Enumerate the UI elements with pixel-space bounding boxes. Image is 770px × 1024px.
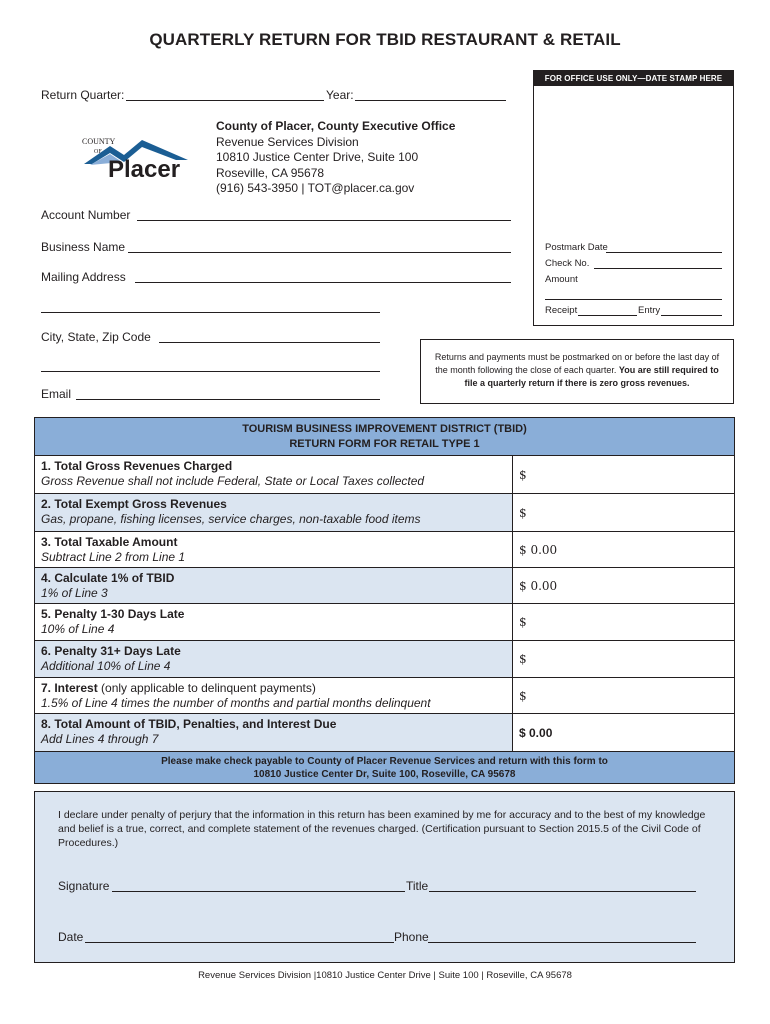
- postmark-date-label: Postmark Date: [545, 242, 608, 253]
- check-no-line[interactable]: [594, 268, 722, 269]
- line-4-amount: $ 0.00: [519, 578, 558, 593]
- line-3-sub: Subtract Line 2 from Line 1: [41, 550, 186, 564]
- table-heading: [35, 418, 734, 456]
- table-row: [35, 641, 734, 678]
- line-1-amount: $: [519, 467, 527, 482]
- account-number-label: Account Number: [41, 208, 131, 222]
- line-8-title: 8. Total Amount of TBID, Penalties, and Interest Due: [41, 717, 337, 731]
- phone-input[interactable]: [428, 929, 696, 943]
- city-state-zip-line2-input[interactable]: [41, 358, 380, 372]
- line-1-amount-field[interactable]: [512, 456, 734, 493]
- line-6-amount: $: [519, 652, 527, 666]
- line-7-sub: 1.5% of Line 4 times the number of months and partial months delinquent: [41, 696, 431, 710]
- receipt-line[interactable]: [578, 315, 637, 316]
- table-row: [35, 456, 734, 494]
- date-input[interactable]: [85, 929, 394, 943]
- line-2-amount-field[interactable]: [512, 494, 734, 531]
- line-1-sub: Gross Revenue shall not include Federal, State or Local Taxes collected: [41, 474, 425, 488]
- notice-normal-text: Returns and payments must be postmarked on or before the last day of the month following the close of each quarter.: [434, 352, 720, 375]
- mailing-address-input[interactable]: [135, 269, 511, 283]
- mailing-address-label: Mailing Address: [41, 270, 126, 284]
- table-heading-line1: TOURISM BUSINESS IMPROVEMENT DISTRICT (TBID): [242, 423, 527, 435]
- title-label: Title: [406, 879, 429, 893]
- line-4-amount-field[interactable]: [512, 568, 734, 603]
- amount-line[interactable]: [545, 299, 722, 300]
- county-logo: [80, 134, 192, 184]
- email-input[interactable]: [76, 386, 380, 400]
- declaration-text: I declare under penalty of perjury that the information in this return has been examined by me for accuracy and to the best of my knowledge and belief is a true, correct, and complete statement of the revenues charged. (Certification pursuant to Section 2015.5 of the Civil Code of Procedures.): [58, 809, 706, 849]
- line-3-amount: $ 0.00: [519, 542, 558, 557]
- phone-label: Phone: [394, 930, 429, 944]
- line-5-amount-field[interactable]: [512, 604, 734, 640]
- line-7-title: 7. Interest: [41, 681, 98, 695]
- receipt-label: Receipt: [545, 305, 578, 316]
- office-use-box: [533, 70, 734, 326]
- return-quarter-label: Return Quarter:: [41, 88, 125, 102]
- address-city: Roseville, CA 95678: [216, 165, 325, 180]
- account-number-input[interactable]: [137, 207, 511, 221]
- business-name-input[interactable]: [128, 239, 511, 253]
- title-input[interactable]: [429, 878, 696, 892]
- table-row: [35, 494, 734, 532]
- amount-label: Amount: [545, 274, 578, 285]
- address-division: Revenue Services Division: [216, 134, 359, 149]
- line-8-amount-field[interactable]: [512, 714, 734, 751]
- office-use-heading: FOR OFFICE USE ONLY—DATE STAMP HERE: [534, 71, 733, 86]
- table-row: [35, 678, 734, 714]
- tbid-return-table: [34, 417, 735, 784]
- email-label: Email: [41, 387, 72, 401]
- postmark-date-line[interactable]: [606, 252, 722, 253]
- city-state-zip-input[interactable]: [159, 329, 380, 343]
- address-org: County of Placer, County Executive Office: [216, 119, 456, 133]
- table-footer-line1: Please make check payable to County of Placer Revenue Services and return with this form to: [161, 756, 608, 767]
- line-1-title: 1. Total Gross Revenues Charged: [41, 459, 233, 473]
- year-input[interactable]: [355, 87, 506, 101]
- line-7-amount-field[interactable]: [512, 678, 734, 713]
- signature-input[interactable]: [112, 878, 405, 892]
- line-5-title: 5. Penalty 1-30 Days Late: [41, 607, 185, 621]
- line-3-amount-field[interactable]: [512, 532, 734, 567]
- line-2-title: 2. Total Exempt Gross Revenues: [41, 497, 227, 511]
- line-4-title: 4. Calculate 1% of TBID: [41, 571, 175, 585]
- table-heading-line2: RETURN FORM FOR RETAIL TYPE 1: [289, 438, 480, 450]
- table-row: [35, 714, 734, 752]
- line-6-amount-field[interactable]: [512, 641, 734, 677]
- form-title: QUARTERLY RETURN FOR TBID RESTAURANT & RETAIL: [149, 30, 621, 49]
- line-8-sub: Add Lines 4 through 7: [41, 732, 159, 746]
- business-name-label: Business Name: [41, 240, 126, 254]
- table-row: [35, 604, 734, 641]
- line-5-sub: 10% of Line 4: [41, 622, 115, 636]
- entry-label: Entry: [638, 305, 661, 316]
- logo-county-text: COUNTY: [82, 137, 116, 146]
- page-footer: Revenue Services Division |10810 Justice Center Drive | Suite 100 | Roseville, CA 95678: [198, 970, 572, 981]
- line-2-sub: Gas, propane, fishing licenses, service charges, non-taxable food items: [41, 512, 421, 526]
- line-6-title: 6. Penalty 31+ Days Late: [41, 644, 181, 658]
- table-row: [35, 568, 734, 604]
- address-block: [216, 119, 455, 197]
- return-quarter-input[interactable]: [126, 87, 324, 101]
- mailing-address-line2-input[interactable]: [41, 299, 380, 313]
- table-footer-line2: 10810 Justice Center Dr, Suite 100, Roseville, CA 95678: [253, 769, 516, 780]
- line-2-amount: $: [519, 505, 527, 520]
- line-8-amount: $ 0.00: [519, 725, 553, 740]
- table-footer: [35, 752, 734, 783]
- date-label: Date: [58, 930, 84, 944]
- address-street: 10810 Justice Center Drive, Suite 100: [216, 150, 419, 164]
- line-5-amount: $: [519, 615, 527, 629]
- city-state-zip-label: City, State, Zip Code: [41, 330, 151, 344]
- declaration-box: [34, 791, 735, 963]
- logo-of-text: OF: [94, 149, 102, 155]
- line-7-title-extra: (only applicable to delinquent payments): [97, 681, 316, 695]
- year-label: Year:: [326, 88, 354, 102]
- line-7-amount: $: [519, 688, 527, 703]
- signature-label: Signature: [58, 879, 110, 893]
- line-3-title: 3. Total Taxable Amount: [41, 535, 178, 549]
- check-no-label: Check No.: [545, 258, 590, 269]
- address-contact: (916) 543-3950 | TOT@placer.ca.gov: [216, 181, 415, 195]
- notice-bold-text: You are still required to file a quarterly return if there is zero gross revenues.: [464, 365, 719, 388]
- entry-line[interactable]: [661, 315, 722, 316]
- filing-notice: [420, 339, 734, 404]
- logo-placer-text: Placer: [108, 156, 181, 183]
- line-6-sub: Additional 10% of Line 4: [41, 659, 171, 673]
- table-row: [35, 532, 734, 568]
- line-4-sub: 1% of Line 3: [41, 586, 108, 600]
- mountain-logo-icon: [80, 134, 192, 184]
